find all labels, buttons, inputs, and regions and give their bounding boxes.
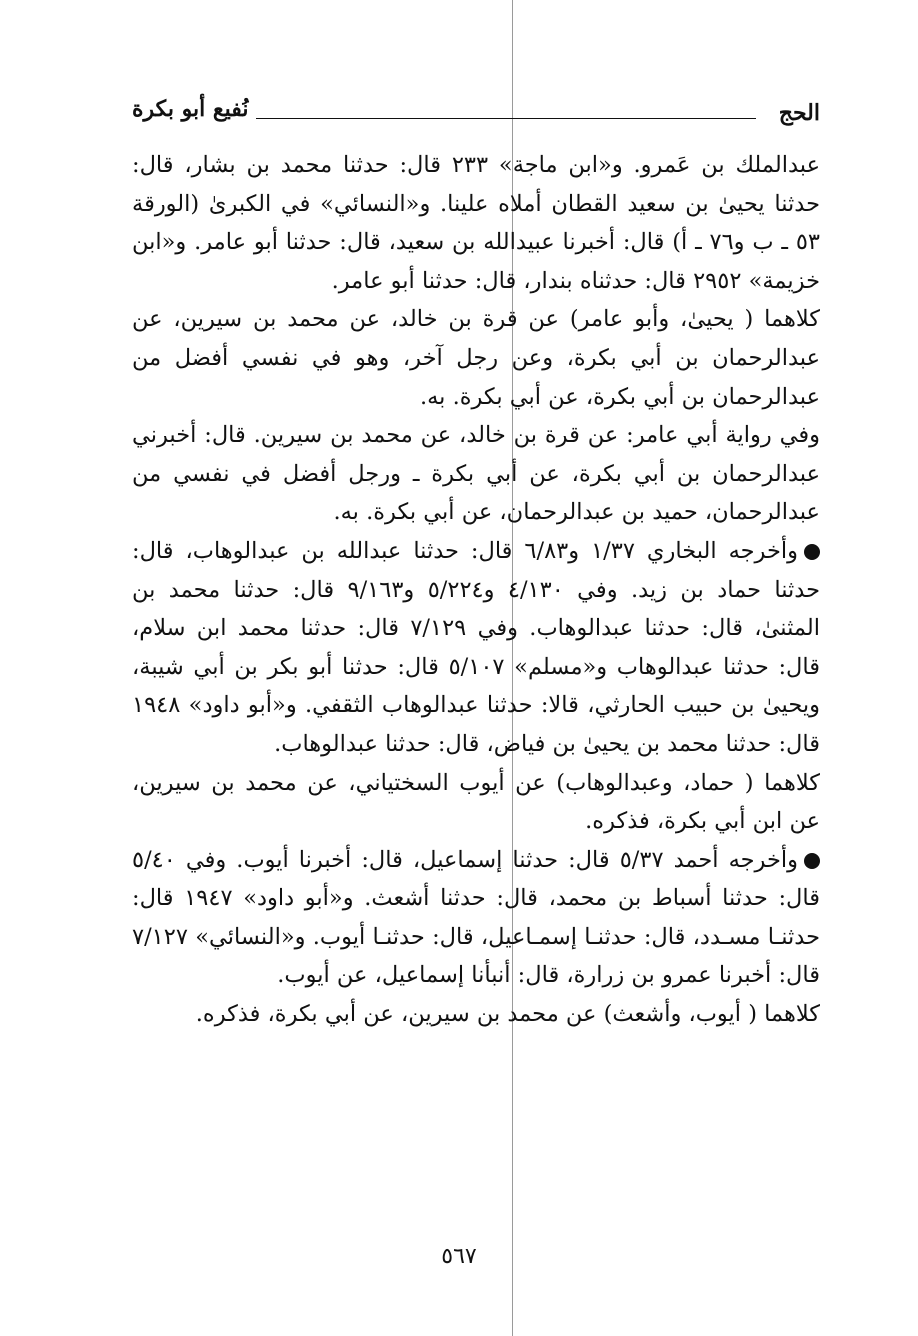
page-number: ٥٦٧ xyxy=(441,1244,477,1269)
header-rule xyxy=(256,118,756,119)
chapter-title: الحج xyxy=(778,100,820,126)
paragraph-bulleted xyxy=(132,841,820,995)
running-header xyxy=(132,96,820,136)
paragraph: كلاهما ( أيوب، وأشعث) عن محمد بن سيرين، عن أبي بكرة، فذكره. xyxy=(195,1001,820,1028)
paragraph-text: وأخرجه البخاري ١/٣٧ و٦/٨٣ قال: حدثنا عبدالله بن عبدالوهاب، قال: حدثنا حماد بن زيد. وفي ٤/١٣٠ و٥/٢٢٤ و٩/١٦٣ قال: حدثنا محمد بن المثنىٰ، قال: حدثنا عبدالوهاب. وفي ٧/١٢٩ قال: حدثنا محمد ابن سلام، قال: حدثنا عبدالوهاب و«مسلم» ٥/١٠٧ قال: حدثنا أبو بكر بن أبي شيبة، ويحيىٰ بن حبيب الحارثي، قالا: حدثنا عبدالوهاب الثقفي. و«أبو داود» ١٩٤٨ قال: حدثنا محمد بن يحيىٰ بن فياض، قال: حدثنا عبدالوهاب. xyxy=(132,537,820,757)
paragraph: وفي رواية أبي عامر: عن قرة بن خالد، عن محمد بن سيرين. قال: أخبرني عبدالرحمان بن أبي بكرة، عن أبي بكرة ـ ورجل أفضل في نفسي من عبدالرحمان، حميد بن عبدالرحمان، عن أبي بكرة. به. xyxy=(132,422,820,526)
main-text xyxy=(132,146,820,1034)
bullet-dot-icon xyxy=(804,544,820,560)
paragraph: عبدالملك بن عَمرو. و«ابن ماجة» ٢٣٣ قال: حدثنا محمد بن بشار، قال: حدثنا يحيىٰ بن سعيد القطان أملاه علينا. و«النسائي» في الكبرىٰ (الورقة ٥٣ ـ ب و٧٦ ـ أ) قال: أخبرنا عبيدالله بن سعيد، قال: حدثنا أبو عامر. و«ابن خزيمة» ٢٩٥٢ قال: حدثناه بندار، قال: حدثنا أبو عامر. xyxy=(132,152,821,294)
bullet-dot-icon xyxy=(804,853,820,869)
section-title: نُفيع أبو بكرة xyxy=(132,96,249,122)
paragraph-bulleted xyxy=(132,532,820,764)
paragraph: كلاهما ( يحيىٰ، وأبو عامر) عن قرة بن خالد، عن محمد بن سيرين، عن عبدالرحمان بن أبي بكرة، وعن رجل آخر، وهو في نفسي أفضل من عبدالرحمان بن أبي بكرة، عن أبي بكرة. به. xyxy=(132,306,820,410)
paragraph-text: وأخرجه أحمد ٥/٣٧ قال: حدثنا إسماعيل، قال: أخبرنا أيوب. وفي ٥/٤٠ قال: حدثنا أسباط بن محمد، قال: حدثنا أشعث. و«أبو داود» ١٩٤٧ قال: حدثنـا مسـدد، قال: حدثنـا إسمـاعيل، قال: حدثنـا أيوب. و«النسائي» ٧/١٢٧ قال: أخبرنا عمرو بن زرارة، قال: أنبأنا إسماعيل، عن أيوب. xyxy=(132,846,820,989)
paragraph: كلاهما ( حماد، وعبدالوهاب) عن أيوب السختياني، عن محمد بن سيرين، عن ابن أبي بكرة، فذكره. xyxy=(132,769,820,835)
